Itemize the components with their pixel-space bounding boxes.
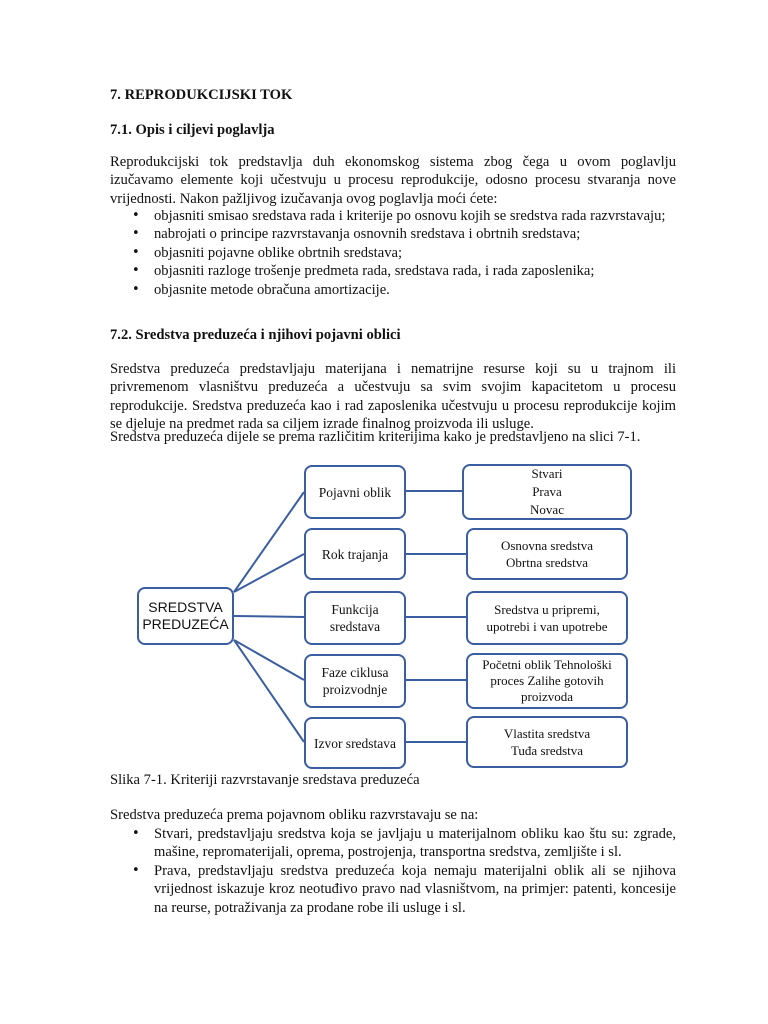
criterion-label: sredstava xyxy=(329,619,381,634)
type-item: • Prava, predstavljaju sredstva preduzeća koja nemaju materijalni oblik ali se njihova vrijednost iskazuje kroz neotuđivo pravo nad vlasništvom, na primjer: patenti, koncesije na reurse, potraživanja za prodane robe ili usluge i sl. xyxy=(110,862,676,917)
items-box xyxy=(466,528,628,580)
root-label: PREDUZEĆA xyxy=(142,616,229,632)
section-heading-7-1: 7.1. Opis i ciljevi poglavlja xyxy=(110,122,275,138)
figure-caption: Slika 7-1. Kriteriji razvrstavanje sredstava preduzeća xyxy=(110,772,420,788)
item-label: Prava xyxy=(532,484,562,499)
item-label: Osnovna sredstva xyxy=(500,538,594,553)
item-label: Sredstva u pripremi, xyxy=(494,602,600,617)
goal-item: • nabrojati o principe razvrstavanja osnovnih sredstava i obrtnih sredstava; xyxy=(110,225,676,243)
section-heading-7-2: 7.2. Sredstva preduzeća i njihovi pojavni oblici xyxy=(110,327,401,343)
goal-item: • objasnite metode obračuna amortizacije. xyxy=(110,281,676,299)
connector-line xyxy=(234,554,304,592)
criterion-label: Faze ciklusa xyxy=(321,665,389,680)
item-label: proizvoda xyxy=(521,689,573,704)
connector-line xyxy=(234,640,304,680)
item-label: Novac xyxy=(530,502,564,517)
item-label: Početni oblik Tehnološki xyxy=(482,657,612,672)
connector-line xyxy=(234,640,304,742)
criterion-label: Izvor sredstava xyxy=(313,735,397,751)
items-box xyxy=(466,591,628,645)
chapter-heading: 7. REPRODUKCIJSKI TOK xyxy=(110,87,293,103)
item-label: Stvari xyxy=(531,466,563,481)
paragraph-types: Sredstva preduzeća prema pojavnom obliku razvrstavaju se na: xyxy=(110,807,479,823)
goal-item: • objasniti smisao sredstava rada i kriterije po osnovu kojih se sredstva rada razvrstavaju; xyxy=(110,207,676,225)
paragraph-7-2-b: Sredstva preduzeća dijele se prema različitim kriterijima kako je predstavljeno na slici 7-1. xyxy=(110,429,641,445)
types-list xyxy=(110,825,676,917)
goal-item: • objasniti pojavne oblike obrtnih sredstava; xyxy=(110,244,676,262)
criterion-box xyxy=(304,528,406,580)
items-box xyxy=(462,464,632,520)
paragraph-7-2-a: Sredstva preduzeća predstavljaju materijana i nematrijne resurse koji su u trajnom ili privremenom vlasništvu preduzeća a učestvuju sa svim svojim kapacitetom u procesu reprodukcije. Sredstva preduzeća kao i rad zaposlenika učestvuju u procesu reprodukcije kojim se djeluje na predmet rada sa ciljem izrade finalnog proizvoda ili usluge. xyxy=(110,361,676,433)
criterion-label: proizvodnje xyxy=(322,682,388,697)
connector-line xyxy=(234,616,304,617)
item-label: Vlastita sredstva xyxy=(503,726,591,741)
item-label: Tuđa sredstva xyxy=(510,743,584,758)
intro-paragraph: Reprodukcijski tok predstavlja duh ekonomskog sistema zbog čega u ovom poglavlju izučavamo elemente koji učestvuju u procesu reprodukcije, odosno procesu stvaranja nove vrijednosti. Nakon pažljivog izučavanja ovog poglavlja moći ćete: xyxy=(110,154,676,207)
criterion-label: Pojavni oblik xyxy=(318,484,392,500)
items-box xyxy=(466,653,628,709)
criterion-box xyxy=(304,591,406,645)
type-item: • Stvari, predstavljaju sredstva koja se javljaju u materijalnom obliku kao štu su: zgrade, mašine, repromaterijali, oprema, postrojenja, transportna sredstva, zemljište i sl. xyxy=(110,825,676,862)
item-label: Obrtna sredstva xyxy=(506,555,588,570)
criterion-box xyxy=(304,654,406,708)
criterion-box xyxy=(304,465,406,519)
criterion-label: Funkcija xyxy=(331,602,379,617)
goal-item: • objasniti razloge trošenje predmeta rada, sredstava rada, i rada zaposlenika; xyxy=(110,262,676,280)
item-label: upotrebi i van upotrebe xyxy=(486,619,608,634)
criterion-label: Rok trajanja xyxy=(321,546,389,562)
root-box xyxy=(137,587,234,645)
item-label: proces Zalihe gotovih xyxy=(490,673,604,688)
items-box xyxy=(466,716,628,768)
root-label: SREDSTVA xyxy=(148,599,223,615)
criterion-box xyxy=(304,717,406,769)
connector-line xyxy=(234,492,304,592)
